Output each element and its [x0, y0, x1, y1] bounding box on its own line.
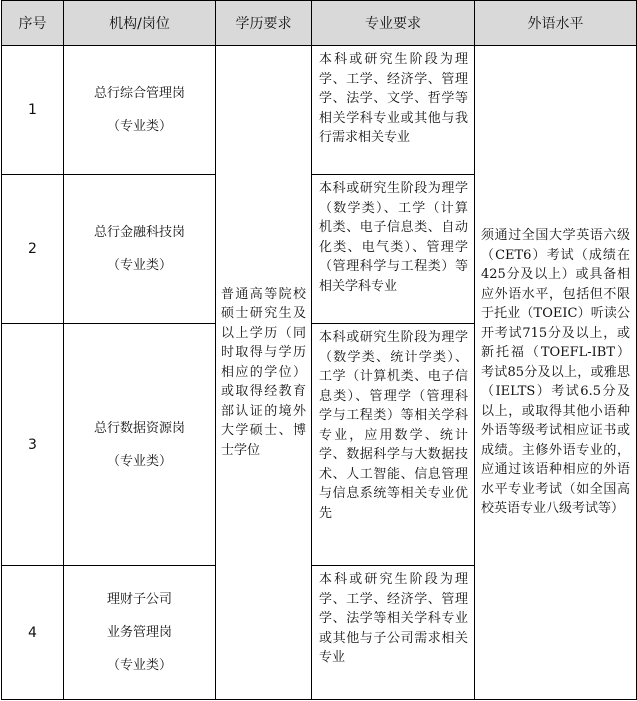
- position-line: 总行金融科技岗: [93, 225, 185, 240]
- row-seq: 2: [2, 175, 64, 324]
- header-major: 专业要求: [312, 1, 475, 46]
- position-line: （专业类）: [106, 258, 172, 273]
- row-position: [64, 46, 216, 175]
- row-major: 本科或研究生阶段为理学（数学类、统计学类）、工学（计算机类、电子信息类）、管理学（管理科学与工程类）等相关学科专业，应用数学、统计学、数据科学与大数据技术、人工智能、信息管理与信息系统等相关专业优先: [312, 324, 475, 566]
- position-line: （专业类）: [106, 658, 172, 673]
- position-line: 总行数据资源岗: [93, 420, 185, 436]
- row-position: [64, 324, 216, 566]
- row-seq: 3: [2, 324, 64, 566]
- header-education: 学历要求: [216, 1, 312, 46]
- position-line: 总行综合管理岗: [93, 86, 185, 101]
- header-language: 外语水平: [475, 1, 637, 46]
- position-line: 理财子公司: [106, 592, 172, 607]
- row-position: [64, 175, 216, 324]
- education-requirement: 普通高等院校硕士研究生及以上学历（同时取得与学历相应的学位）或取得经教育部认证的境外大学硕士、博士学位: [216, 46, 312, 700]
- row-major: 本科或研究生阶段为理学（数学类）、工学（计算机类、电子信息类、自动化类、电气类）、管理学（管理科学与工程类）等相关学科专业: [312, 175, 475, 324]
- position-line: （专业类）: [106, 119, 172, 134]
- header-position: 机构/岗位: [64, 1, 216, 46]
- row-seq: 4: [2, 566, 64, 700]
- row-position: [64, 566, 216, 700]
- position-line: 业务管理岗: [106, 625, 172, 640]
- header-seq: 序号: [2, 1, 64, 46]
- row-major: 本科或研究生阶段为理学、工学、经济学、管理学、法学等相关学科专业或其他与子公司需求相关专业: [312, 566, 475, 700]
- recruitment-table: [1, 0, 637, 700]
- row-major: 本科或研究生阶段为理学、工学、经济学、管理学、法学、文学、哲学等相关学科专业或其他与我行需求相关专业: [312, 46, 475, 175]
- language-requirement: 须通过全国大学英语六级（CET6）考试（成绩在425分及以上）或具备相应外语水平，包括但不限于托业（TOEIC）听读公开考试715分及以上，或新托福（TOEFL-IBT）考试85分及以上，或雅思（IELTS）考试6.5分及以上，或取得其他小语种外语等级考试相应证书或成绩。主修外语专业的，应通过该语种相应的外语水平专业考试（如全国高校英语专业八级考试等）: [475, 46, 637, 700]
- header-row: [2, 1, 637, 46]
- table-row: [2, 46, 637, 175]
- position-line: （专业类）: [106, 453, 172, 469]
- row-seq: 1: [2, 46, 64, 175]
